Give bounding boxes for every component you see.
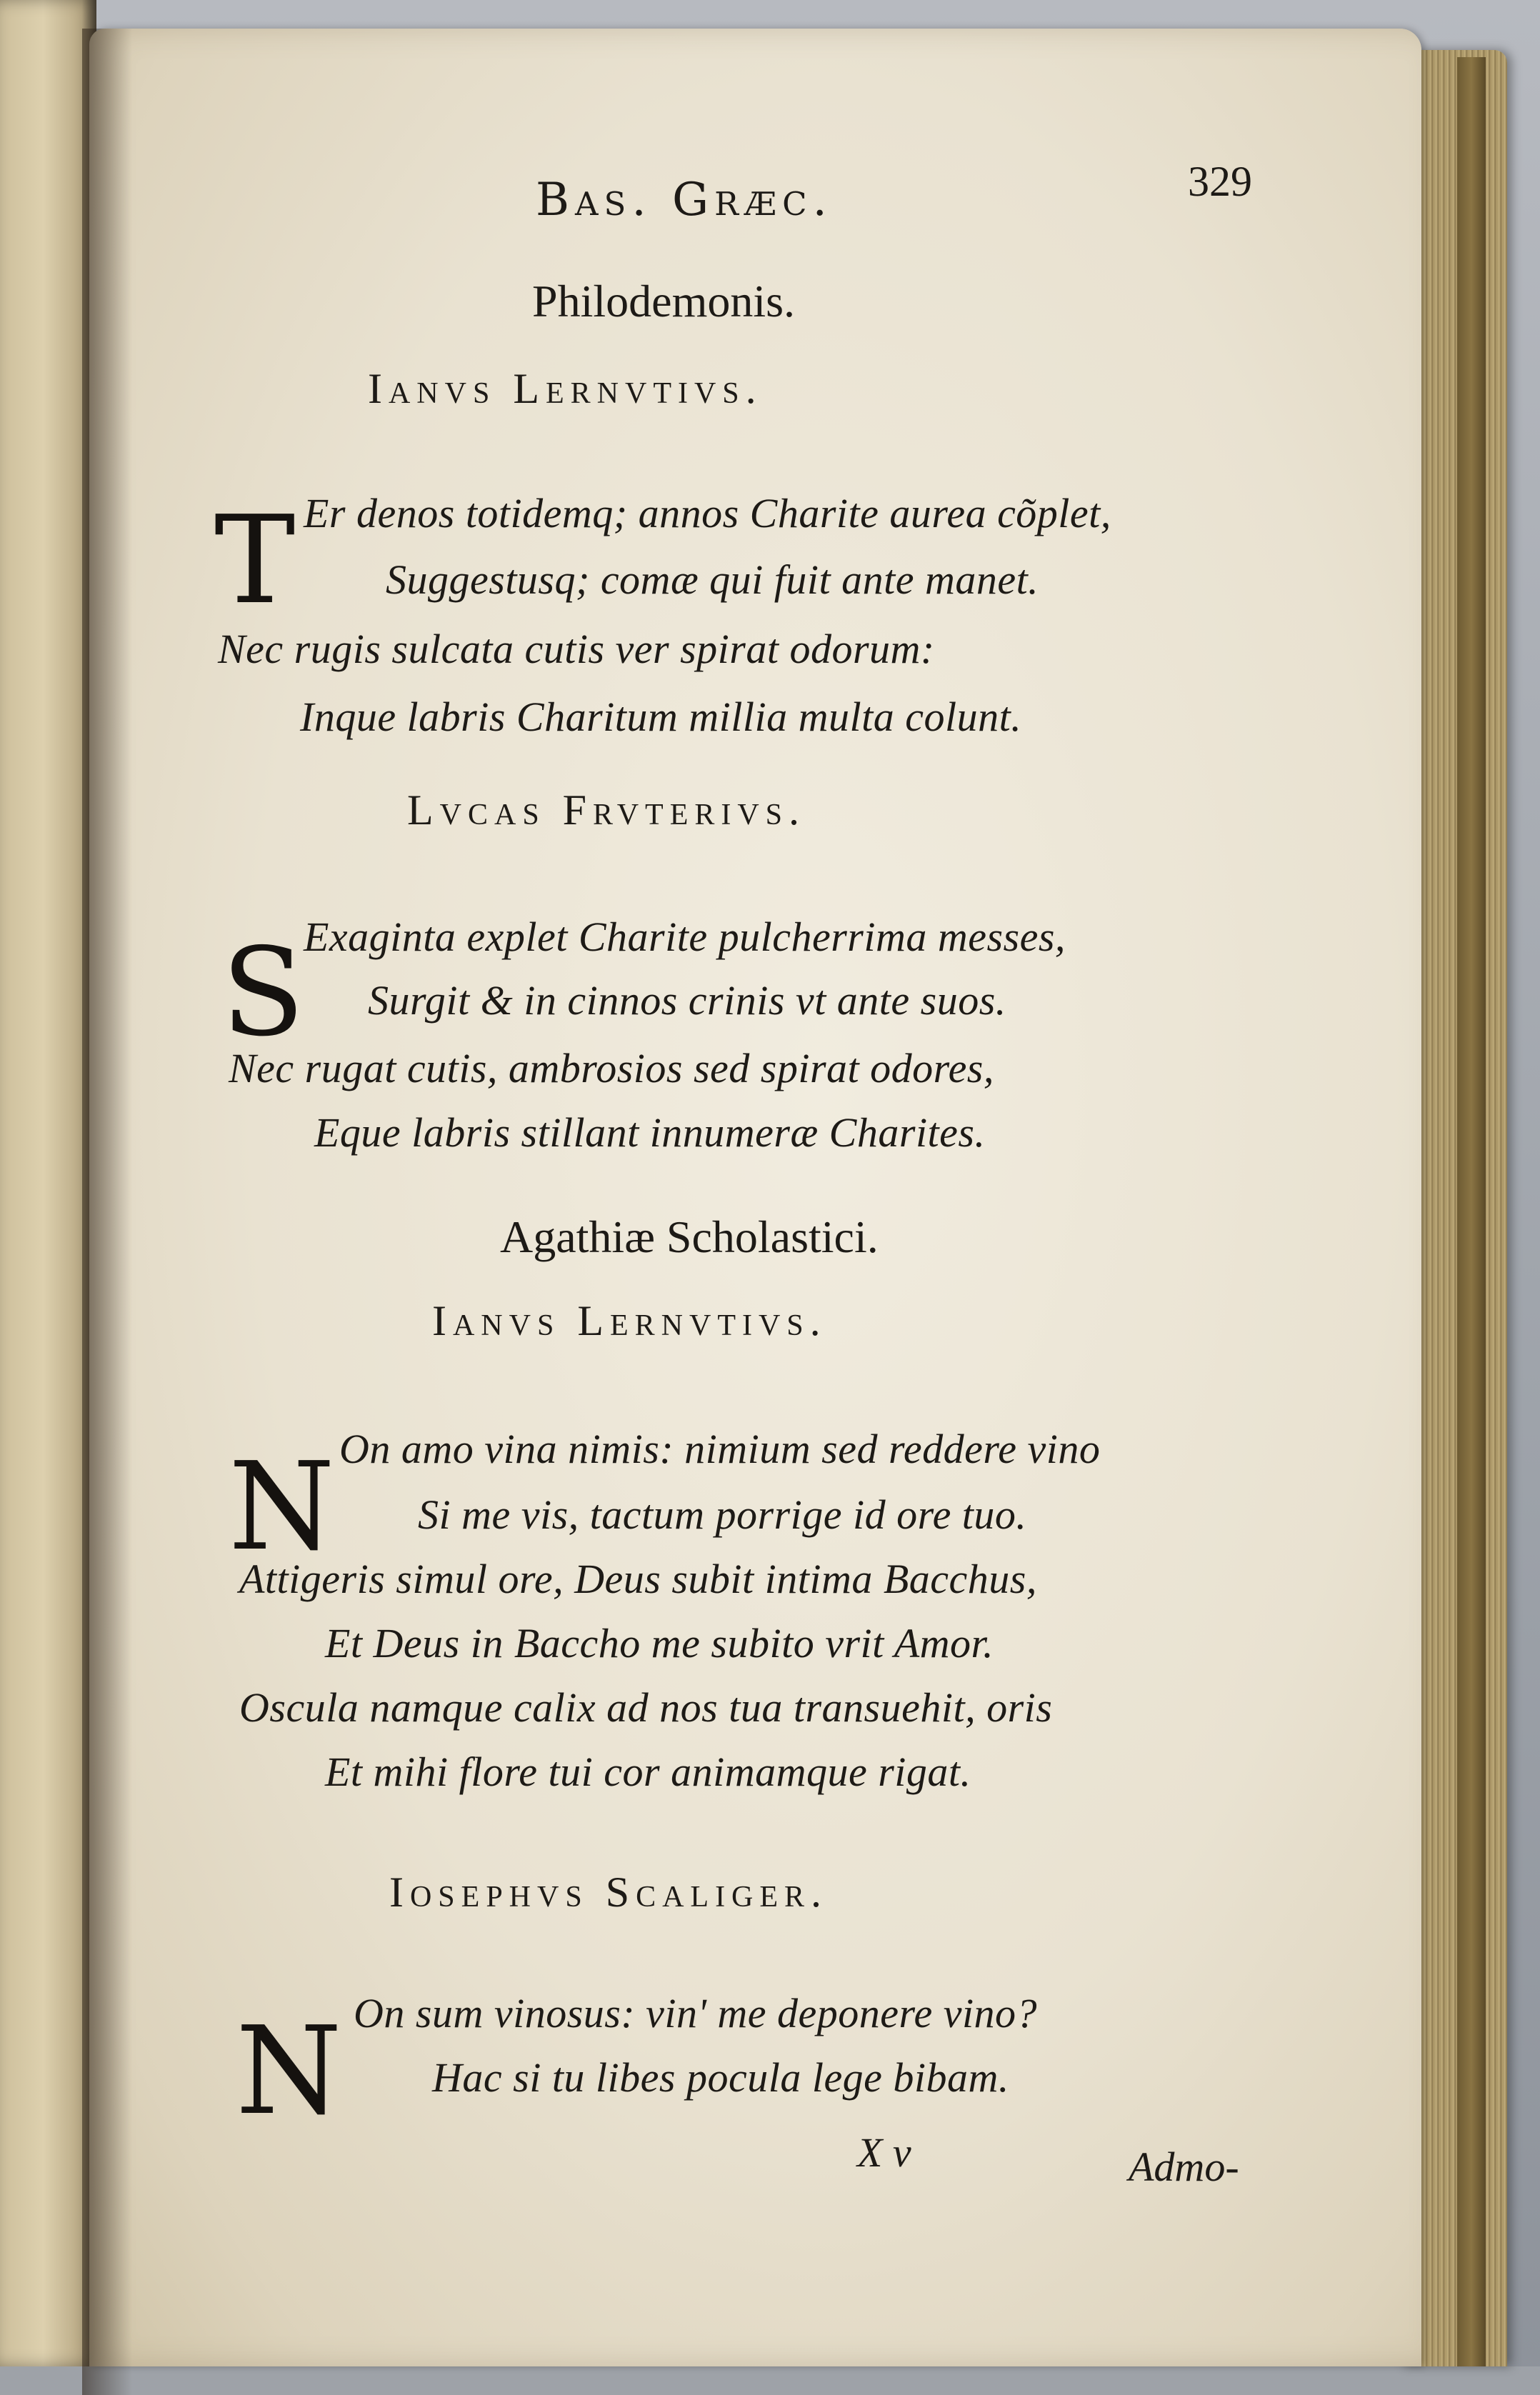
- catchword: Admo-: [1129, 2144, 1239, 2190]
- book-cover-edge: [1457, 57, 1486, 2366]
- poem-3-line-4: Et Deus in Baccho me subito vrit Amor.: [325, 1620, 994, 1666]
- poem-2-line-3: Nec rugat cutis, ambrosios sed spirat odores,: [229, 1045, 994, 1091]
- poem-3-line-6: Et mihi flore tui cor animamque rigat.: [325, 1749, 971, 1795]
- poem-3-translator: Ianvs Lernvtivs.: [432, 1297, 827, 1344]
- poem-4-translator: Iosephvs Scaliger.: [389, 1869, 829, 1916]
- poem-3-line-3: Attigeris simul ore, Deus subit intima Bacchus,: [239, 1556, 1037, 1602]
- poem-1-line-1: Er denos totidemq; annos Charite aurea cõplet,: [304, 490, 1111, 536]
- poem-4-line-1: On sum vinosus: vin' me deponere vino?: [354, 1990, 1038, 2036]
- poem-2-line-2: Surgit & in cinnos crinis vt ante suos.: [368, 977, 1006, 1024]
- poem-1-source-title: Philodemonis.: [532, 276, 796, 326]
- poem-1-line-2: Suggestusq; comæ qui fuit ante manet.: [386, 556, 1039, 603]
- poem-1-line-3: Nec rugis sulcata cutis ver spirat odorum:: [218, 626, 935, 672]
- poem-2-drop-cap: S: [221, 922, 305, 1064]
- poem-2-translator: Lvcas Frvterivs.: [407, 786, 806, 834]
- poem-1-line-4: Inque labris Charitum millia multa colunt.: [300, 694, 1022, 740]
- poem-4-drop-cap: N: [236, 2001, 342, 2142]
- book-page: [89, 29, 1421, 2366]
- poem-4-line-2: Hac si tu libes pocula lege bibam.: [432, 2054, 1009, 2101]
- poem-3-line-1: On amo vina nimis: nimium sed reddere vino: [339, 1426, 1101, 1472]
- poem-3-line-2: Si me vis, tactum porrige id ore tuo.: [418, 1491, 1027, 1538]
- page-number: 329: [1188, 158, 1252, 205]
- poem-2-line-4: Eque labris stillant innumeræ Charites.: [314, 1109, 986, 1156]
- poem-3-source-title: Agathiæ Scholastici.: [500, 1211, 879, 1262]
- running-head: Bas. Græc.: [536, 174, 833, 226]
- poem-3-drop-cap: N: [229, 1436, 335, 1578]
- signature-mark: X v: [857, 2129, 911, 2176]
- poem-1-translator: Ianvs Lernvtivs.: [368, 365, 763, 412]
- poem-2-line-1: Exaginta explet Charite pulcherrima messes,: [304, 914, 1066, 960]
- gutter-shadow: [82, 29, 132, 2395]
- poem-3-line-5: Oscula namque calix ad nos tua transuehit, oris: [239, 1684, 1053, 1731]
- poem-1-drop-cap: T: [214, 490, 296, 631]
